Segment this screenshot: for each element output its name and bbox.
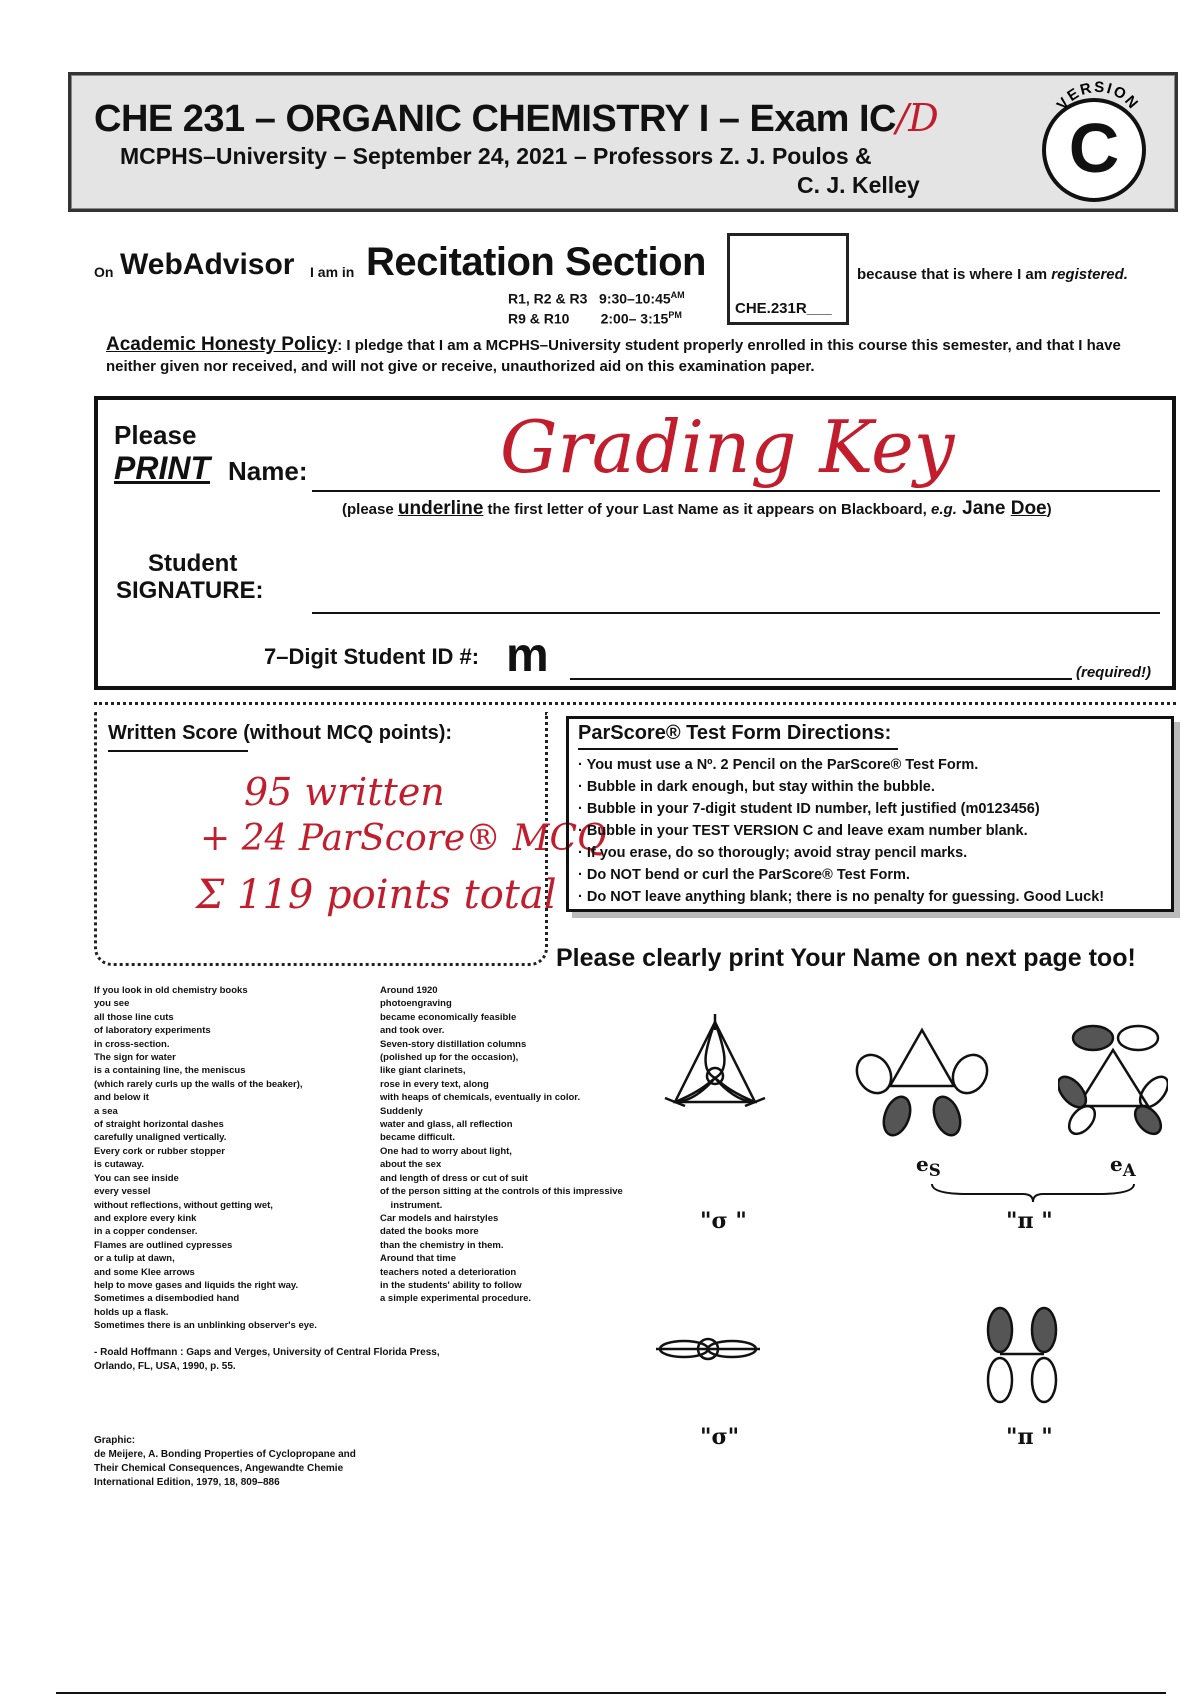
please-label: Please — [114, 420, 197, 450]
student-id-prefix: m — [506, 629, 549, 682]
student-label: Student — [148, 550, 238, 577]
direction-item: · If you erase, do so thorougly; avoid stray pencil marks. — [578, 845, 968, 861]
webadvisor-on: On — [94, 264, 114, 280]
poem-citation: - Roald Hoffmann : Gaps and Verges, University of Central Florida Press, Orlando, FL, USA, 1990, p. 55. — [94, 1347, 440, 1372]
direction-item: · Bubble in your 7-digit student ID number, left justified (m0123456) — [578, 801, 1040, 817]
brace — [928, 1180, 1138, 1204]
handwritten-version-mark: /D — [895, 96, 939, 140]
webadvisor-i-am-in: I am in — [310, 264, 355, 280]
written-score-label: Written Score (without MCQ points): — [108, 722, 453, 744]
signature-label: SIGNATURE: — [116, 577, 264, 604]
version-word: VERSION — [1053, 80, 1143, 114]
exam-subtitle-line2: C. J. Kelley — [797, 172, 920, 198]
ea-label: $e_A$ — [1110, 1152, 1136, 1180]
pi-bond-diagram — [982, 1306, 1062, 1406]
dotted-divider — [94, 702, 1176, 705]
directions-title: ParScore® Test Form Directions: — [578, 722, 892, 744]
pi-ea-diagram — [1058, 1020, 1168, 1140]
exam-header-box — [68, 72, 1178, 212]
sigma-bond-diagram — [656, 1334, 760, 1364]
score-mcq: + 24 ParScore® MCQ — [200, 818, 607, 859]
graphic-citation: Graphic: de Meijere, A. Bonding Properties of Cyclopropane and Their Chemical Consequences, Angewandte Chemie International Edition, 1979, 18, 809–886 — [94, 1435, 356, 1488]
score-label-underline — [108, 750, 248, 752]
recitation-times-2: R9 & R10 2:00– $3:15^{PM}$ — [508, 310, 682, 327]
sigma-label-1: "σ " — [700, 1208, 747, 1234]
direction-item: · You must use a Nº. 2 Pencil on the ParScore® Test Form. — [578, 757, 979, 773]
academic-honesty-policy: Academic Honesty Policy: I pledge that I am a MCPHS–University student properly enrolled in this course this semester, and that I have neither given nor received, and will not give or receive, unauthorized aid on this examination paper. — [106, 334, 1121, 375]
es-label: $e_S$ — [916, 1152, 941, 1180]
student-id-label: 7–Digit Student ID #: — [264, 644, 480, 669]
next-page-note: Please clearly print Your Name on next page too! — [556, 944, 1136, 972]
name-field[interactable] — [312, 490, 1160, 492]
score-written: 95 written — [244, 770, 445, 814]
name-label: Name: — [228, 456, 308, 486]
name-hint: (please underline the first letter of your Last Name as it appears on Blackboard, e.g. Jane Doe) — [342, 498, 1052, 519]
poem-column-2: Around 1920 photoengraving became economically feasible and took over. Seven-story distillation columns (polished up for the occasion), like giant clarinets, rose in every text, along with heaps of chemicals, eventually in color. Suddenly water and glass, all reflection became difficult. One had to worry about light, about the sex and length of dress or cut of suit of the person sitting at the controls of this impressive instrument. Car models and hairstyles dated the books more than the chemistry in them. Around that time teachers noted a deterioration in the students' ability to follow a simple experimental procedure. — [380, 985, 623, 1305]
pi-label-1: "π " — [1006, 1208, 1053, 1234]
required-note: (required!) — [1076, 664, 1151, 681]
directions-list — [578, 754, 1170, 908]
exam-subtitle-line1: MCPHS–University – September 24, 2021 – Professors Z. J. Poulos & — [120, 143, 872, 169]
poem-column-1: If you look in old chemistry books you see all those line cuts of laboratory experiments in cross-section. The sign for water is a containing line, the meniscus (which rarely curls up the walls of the beaker), and below it a sea of straight horizontal dashes carefully unaligned vertically. Every cork or rubber stopper is cutaway. You can see inside every vessel without reflections, without getting wet, and explore every kink in a copper condenser. Flames are outlined cypresses or a tulip at dawn, and some Klee arrows help to move gases and liquids the right way. Sometimes a disembodied hand holds up a flask. Sometimes there is an unblinking observer's eye. — [94, 985, 317, 1332]
direction-item: · Do NOT leave anything blank; there is no penalty for guessing. Good Luck! — [578, 889, 1105, 905]
recitation-times-1: R1, R2 & R3 $9:30-10:45^{AM}$ — [508, 290, 685, 307]
signature-field[interactable] — [312, 612, 1160, 614]
score-total: Σ 119 points total — [196, 872, 557, 918]
bottom-rule — [56, 1692, 1166, 1694]
sigma-cyclopropane-diagram — [660, 1010, 770, 1120]
version-letter: C — [1068, 109, 1120, 187]
student-id-field[interactable] — [570, 678, 1072, 680]
registered-note: because that is where I am registered. — [857, 266, 1128, 283]
webadvisor-label: WebAdvisor — [120, 248, 295, 281]
direction-item: · Bubble in your TEST VERSION C and leave exam number blank. — [578, 823, 1028, 839]
direction-item: · Bubble in dark enough, but stay within the bubble. — [578, 779, 935, 795]
recitation-section-label: Recitation Section — [366, 240, 706, 284]
directions-title-underline — [578, 748, 898, 750]
handwritten-name: Grading Key — [500, 405, 955, 489]
sigma-label-2: "σ" — [700, 1424, 740, 1450]
exam-title: CHE 231 – ORGANIC CHEMISTRY I – Exam IC/D — [94, 96, 939, 140]
pi-es-diagram — [852, 1020, 992, 1140]
print-label: PRINT — [114, 450, 210, 486]
section-code: CHE.231R___ — [735, 300, 832, 317]
direction-item: · Do NOT bend or curl the ParScore® Test Form. — [578, 867, 910, 883]
pi-label-2: "π " — [1006, 1424, 1053, 1450]
